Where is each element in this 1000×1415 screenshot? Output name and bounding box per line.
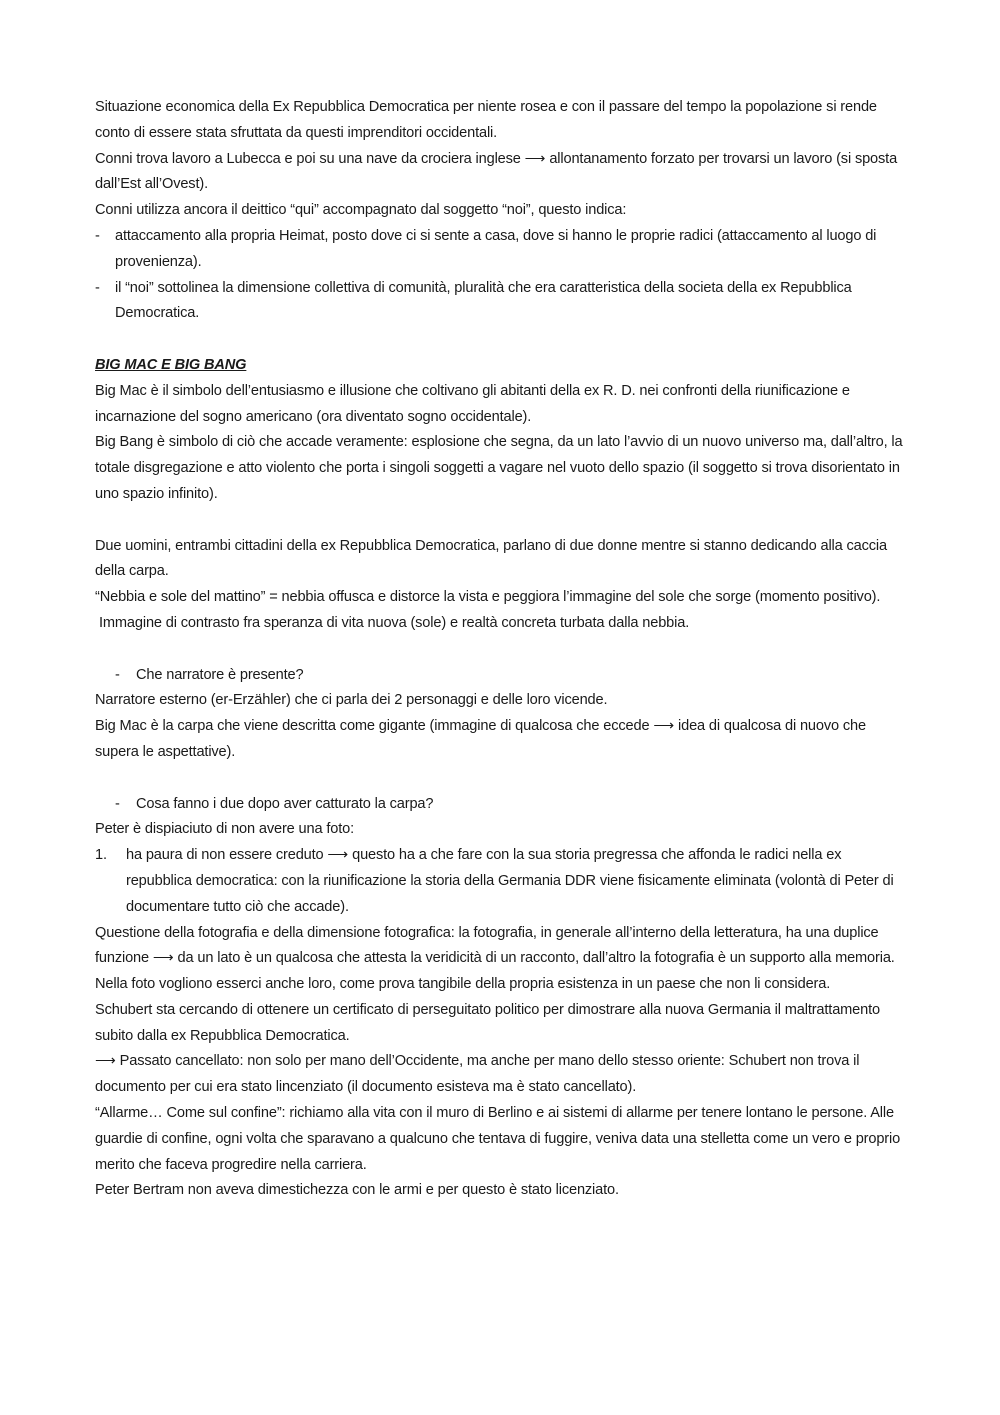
list-item-text: il “noi” sottolinea la dimensione collettiva di comunità, pluralità che era caratteristica della societa della ex Repubblica Democratica. — [115, 279, 852, 322]
section-heading: BIG MAC E BIG BANG — [95, 356, 247, 373]
question-text: Cosa fanno i due dopo aver catturato la carpa? — [136, 795, 434, 812]
question-text: Che narratore è presente? — [136, 666, 304, 683]
question-item — [95, 663, 907, 689]
question-item — [95, 792, 907, 818]
list-marker: - — [115, 795, 120, 812]
list-marker: - — [95, 279, 100, 296]
section-paragraph-4: “Nebbia e sole del mattino” = nebbia offusca e distorce la vista e peggiora l’immagine del sole che sorge (momento positivo). — [95, 589, 881, 606]
section-paragraph-3: Due uomini, entrambi cittadini della ex Repubblica Democratica, parlano di due donne mentre si stanno dedicando alla caccia della carpa. — [95, 537, 887, 580]
intro-paragraph-2: Conni trova lavoro a Lubecca e poi su una nave da crociera inglese ⟶ allontanamento forzato per trovarsi un lavoro (si sposta dall’Est all’Ovest). — [95, 150, 898, 193]
number-marker: 1. — [95, 847, 107, 864]
list-item-text: attaccamento alla propria Heimat, posto dove ci si sente a casa, dove si hanno le proprie radici (attaccamento al luogo di provenienza). — [115, 227, 877, 270]
numbered-item — [95, 843, 907, 920]
spacer — [95, 766, 907, 792]
answer-paragraph-3: Schubert sta cercando di ottenere un certificato di perseguitato politico per dimostrare alla nuova Germania il maltrattamento subito dalla ex Repubblica Democratica. — [95, 1001, 880, 1044]
answer-paragraph-5: “Allarme… Come sul confine”: richiamo alla vita con il muro di Berlino e ai sistemi di allarme per tenere lontano le persone. Alle guardie di confine, ogni volta che sparavano a qualcuno che tentava di fuggire, veniva data una stelletta come un vero e proprio merito che faceva progredire nella carriera. — [95, 1105, 901, 1173]
numbered-item-text: ha paura di non essere creduto ⟶ questo ha a che fare con la sua storia pregressa che affonda le radici nella ex repubblica democratica: con la riunificazione la storia della Germania DDR viene fisicamente eliminata (volontà di Peter di documentare tutto ciò che accade). — [126, 847, 894, 915]
intro-paragraph-3: Conni utilizza ancora il deittico “qui” accompagnato dal soggetto “noi”, questo indica: — [95, 202, 627, 219]
document-page — [95, 95, 907, 1204]
answer-paragraph-1: Narratore esterno (er-Erzähler) che ci parla dei 2 personaggi e delle loro vicende. — [95, 692, 608, 709]
answer-paragraph-2: Questione della fotografia e della dimensione fotografica: la fotografia, in generale all’interno della letteratura, ha una duplice funzione ⟶ da un lato è un qualcosa che attesta la veridicità di un racconto, dall’altro la fotografia è un supporto alla memoria. Nella foto vogliono esserci anche loro, come prova tangibile della propria esistenza in un paese che non li considera. — [95, 924, 895, 993]
list-marker: - — [95, 227, 100, 244]
section-paragraph-2: Big Bang è simbolo di ciò che accade veramente: esplosione che segna, da un lato l’avvio di un nuovo universo ma, dall’altro, la totale disgregazione e atto violento che porta i singoli soggetti a vagare nel vuoto dello spazio (il soggetto si trova disorientato in uno spazio infinito). — [95, 434, 903, 502]
section-paragraph-1: Big Mac è il simbolo dell’entusiasmo e illusione che coltivano gli abitanti della ex R. D. nei confronti della riunificazione e incarnazione del sogno americano (ora diventato sogno occidentale). — [95, 382, 850, 425]
answer-paragraph-1: Peter è dispiaciuto di non avere una foto: — [95, 821, 354, 838]
spacer — [95, 508, 907, 534]
spacer — [95, 637, 907, 663]
list-marker: - — [115, 666, 120, 683]
answer-paragraph-2: Big Mac è la carpa che viene descritta come gigante (immagine di qualcosa che eccede ⟶ idea di qualcosa di nuovo che supera le aspettative). — [95, 718, 866, 760]
spacer — [95, 327, 907, 353]
answer-paragraph-6: Peter Bertram non aveva dimestichezza con le armi e per questo è stato licenziato. — [95, 1182, 619, 1199]
list-item — [95, 224, 907, 276]
answer-paragraph-4: ⟶ Passato cancellato: non solo per mano dell’Occidente, ma anche per mano dello stesso oriente: Schubert non trova il documento per cui era stato lincenziato (il documento esisteva ma è stato cancellato). — [95, 1053, 860, 1096]
intro-paragraph-1: Situazione economica della Ex Repubblica Democratica per niente rosea e con il passare del tempo la popolazione si rende conto di essere stata sfruttata da questi imprenditori occidentali. — [95, 99, 877, 141]
section-paragraph-5: Immagine di contrasto fra speranza di vita nuova (sole) e realtà concreta turbata dalla nebbia. — [99, 614, 690, 631]
list-item — [95, 276, 907, 328]
